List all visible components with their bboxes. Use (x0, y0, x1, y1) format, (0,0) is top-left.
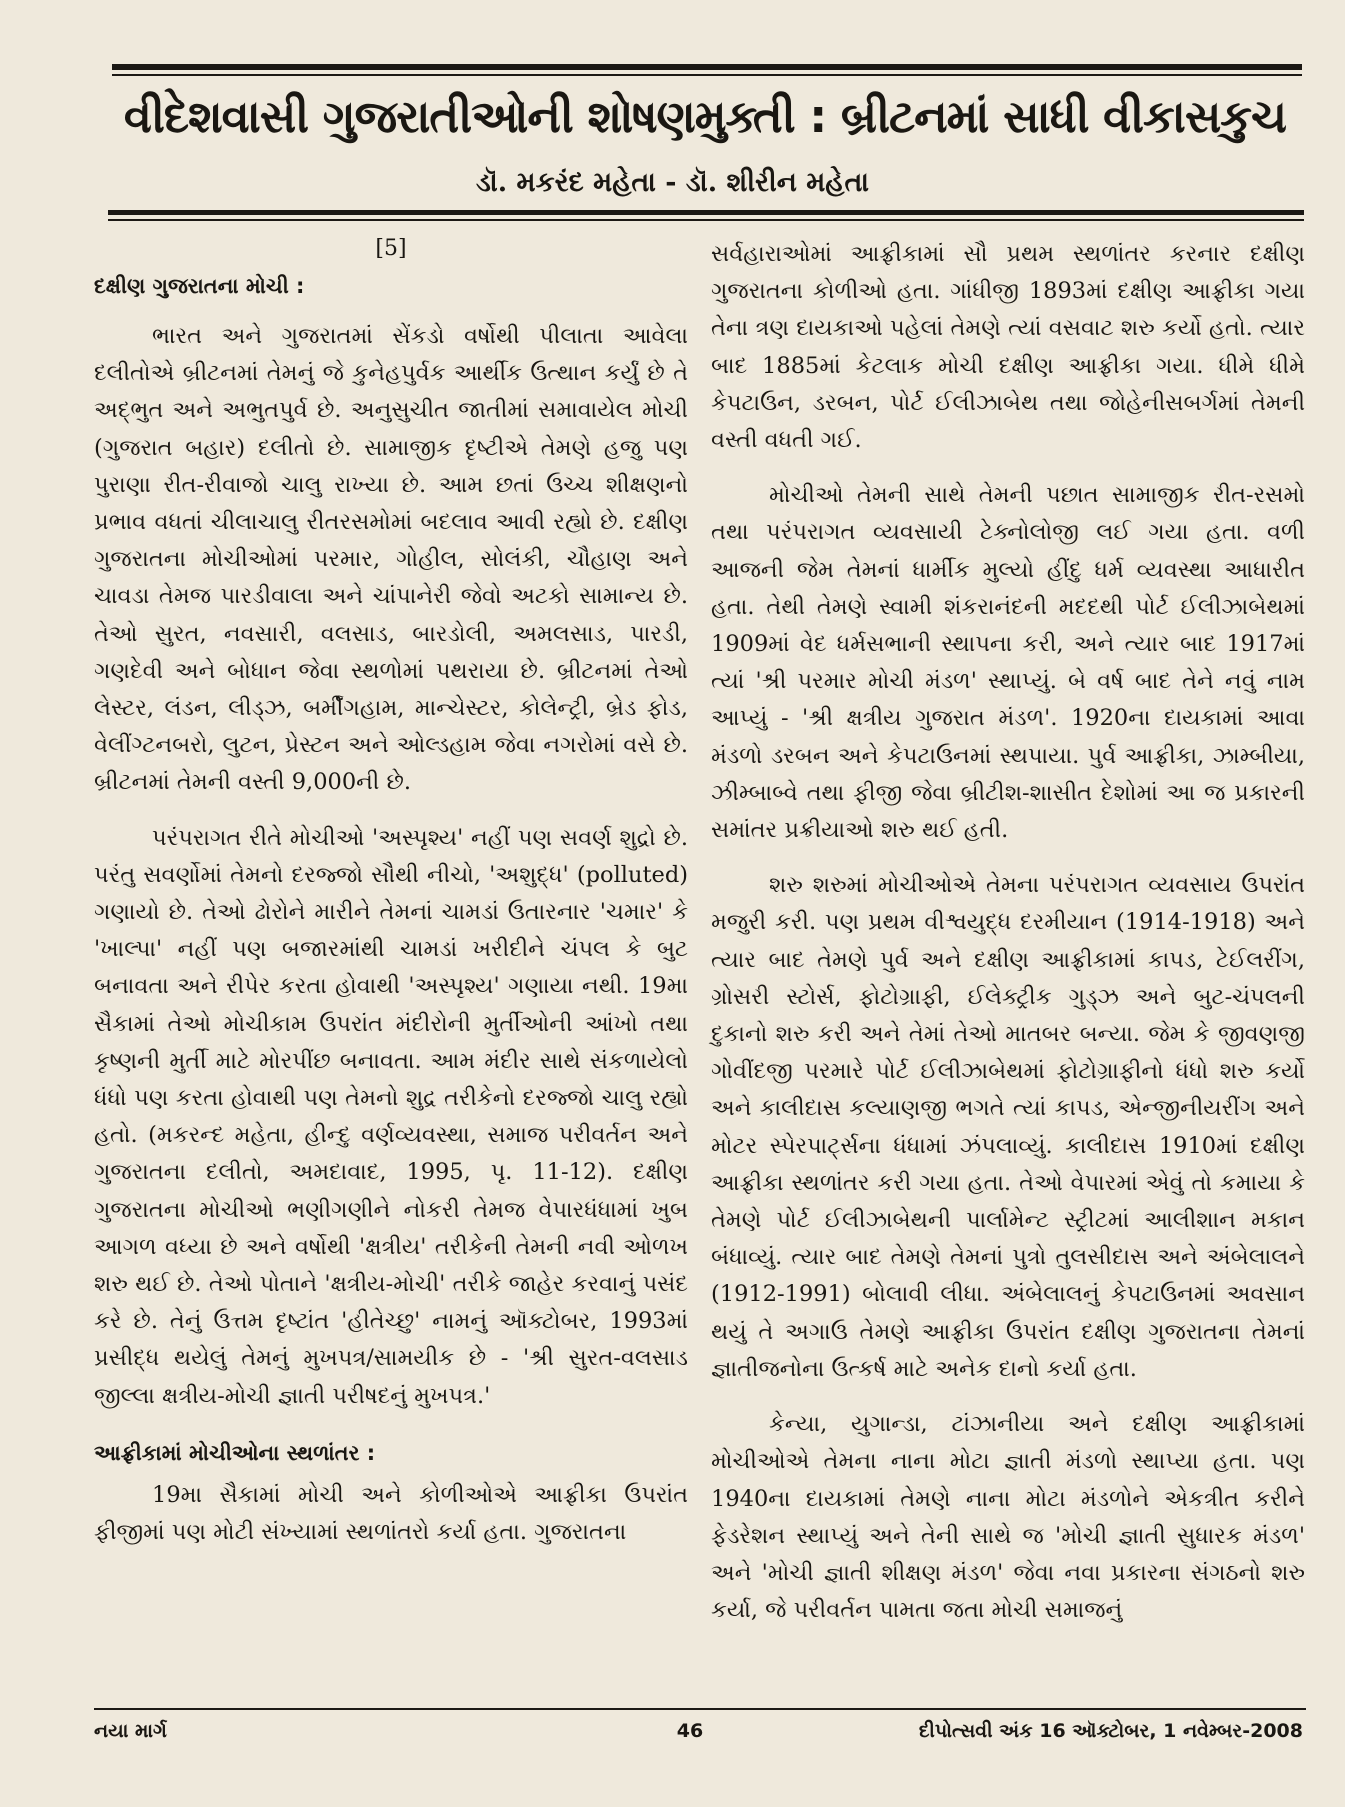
body-paragraph: પરંપરાગત રીતે મોચીઓ 'અસ્પૃશ્ય' નહીં પણ સવર્ણ શુદ્રો છે. પરંતુ સવર્ણોમાં તેમનો દરજ્જો સૌથી નીચો, 'અશુદ્ધ' (polluted) ગણાયો છે. તેઓ ઢોરોને મારીને તેમનાં ચામડાં ઉતારનાર 'ચમાર' કે 'ખાલ્પા' નહીં પણ બજારમાંથી ચામડાં ખરીદીને ચંપલ કે બુટ બનાવતા અને રીપેર કરતા હોવાથી 'અસ્પૃશ્ય' ગણાયા નથી. 19મા સૈકામાં તેઓ મોચીકામ ઉપરાંત મંદીરોની મુર્તીઓની આંખો તથા કૃષ્ણની મુર્તી માટે મોરપીંછ બનાવતા. આમ મંદીર સાથે સંકળાયેલો ધંધો પણ કરતા હોવાથી પણ તેમનો શુદ્ર તરીકેનો દરજ્જો ચાલુ રહ્યો હતો. (મકરન્દ મહેતા, હીન્દુ વર્ણવ્યવસ્થા, સમાજ પરીવર્તન અને ગુજરાતના દલીતો, અમદાવાદ, 1995, પૃ. 11-12). દક્ષીણ ગુજરાતના મોચીઓ ભણીગણીને નોકરી તેમજ વેપારધંધામાં ખુબ આગળ વધ્યા છે અને વર્ષોથી 'ક્ષત્રીય' તરીકેની તેમની નવી ઓળખ શરુ થઈ છે. તેઓ પોતાને 'ક્ષત્રીય-મોચી' તરીકે જાહેર કરવાનું પસંદ કરે છે. તેનું ઉત્તમ દૃષ્ટાંત 'હીતેચ્છુ' નામનું ઑક્ટોબર, 1993માં પ્રસીદ્ધ થયેલું તેમનું મુખપત્ર/સામયીક છે - 'શ્રી સુરત-વલસાડ જીલ્લા ક્ષત્રીય-મોચી જ્ઞાતી પરીષદનું મુખપત્ર.' (94, 824, 688, 1409)
footer-issue-date: દીપોત્સવી અંક 16 ઑક્ટોબર, 1 નવેમ્બર-2008 (918, 1720, 1303, 1742)
section-heading-africa-migration: આફ્રીકામાં મોચીઓના સ્થળાંતર : (94, 1440, 376, 1465)
top-rule-thin (112, 74, 1302, 76)
body-paragraph: ભારત અને ગુજરાતમાં સેંકડો વર્ષોથી પીલાતા આવેલા દલીતોએ બ્રીટનમાં તેમનું જે કુનેહપુર્વક આર્થીક ઉત્થાન કર્યું છે તે અદ્ભુત અને અભુતપુર્વ છે. અનુસુચીત જાતીમાં સમાવાયેલ મોચી (ગુજરાત બહાર) દલીતો છે. સામાજીક દૃષ્ટીએ તેમણે હજુ પણ પુરાણા રીત-રીવાજો ચાલુ રાખ્યા છે. આમ છતાં ઉચ્ચ શીક્ષણનો પ્રભાવ વધતાં ચીલાચાલુ રીતરસમોમાં બદલાવ આવી રહ્યો છે. દક્ષીણ ગુજરાતના મોચીઓમાં પરમાર, ગોહીલ, સોલંકી, ચૌહાણ અને ચાવડા તેમજ પારડીવાલા અને ચાંપાનેરી જેવો અટકો સામાન્ય છે. તેઓ સુરત, નવસારી, વલસાડ, બારડોલી, અમલસાડ, પારડી, ગણદેવી અને બોધાન જેવા સ્થળોમાં પથરાયા છે. બ્રીટનમાં તેઓ લેસ્ટર, લંડન, લીડ્ઝ, બર્મીંગહામ, માન્ચેસ્ટર, કોલેન્ટ્રી, બ્રેડ ફોડ, વેલીંગ્ટનબરો, લુટન, પ્રેસ્ટન અને ઓલ્ડહામ જેવા નગરોમાં વસે છે. બ્રીટનમાં તેમની વસ્તી 9,000ની છે. (94, 323, 688, 796)
footer-rule (94, 1708, 1306, 1710)
footer-page-number: 46 (676, 1720, 704, 1742)
left-column (94, 232, 688, 1551)
article-title: વીદેશવાસી ગુજરાતીઓની શોષણમુક્તી : બ્રીટનમાં સાધી વીકાસકુચ (123, 90, 1287, 143)
body-paragraph: કેન્યા, યુગાન્ડા, ટાંઝાનીયા અને દક્ષીણ આફ્રીકામાં મોચીઓએ તેમના નાના મોટા જ્ઞાતી મંડળો સ્થાપ્યા હતા. પણ 1940ના દાયકામાં તેમણે નાના મોટા મંડળોને એકત્રીત કરીને ફેડરેશન સ્થાપ્યું અને તેની સાથે જ 'મોચી જ્ઞાતી સુધારક મંડળ' અને 'મોચી જ્ઞાતી શીક્ષણ મંડળ' જેવા નવા પ્રકારના સંગઠનો શરુ કર્યા, જે પરીવર્તન પામતા જતા મોચી સમાજનું (711, 1411, 1305, 1624)
header-rule-thick (108, 210, 1304, 215)
header-rule-thin (108, 219, 1304, 221)
body-paragraph: સર્વહારાઓમાં આફ્રીકામાં સૌ પ્રથમ સ્થળાંતર કરનાર દક્ષીણ ગુજરાતના કોળીઓ હતા. ગાંધીજી 1893માં દક્ષીણ આફ્રીકા ગયા તેના ત્રણ દાયકાઓ પહેલાં તેમણે ત્યાં વસવાટ શરુ કર્યો હતો. ત્યાર બાદ 1885માં કેટલાક મોચી દક્ષીણ આફ્રીકા ગયા. ધીમે ધીમે કેપટાઉન, ડરબન, પોર્ટ ઈલીઝાબેથ તથા જોહેનીસબર્ગમાં તેમની વસ્તી વધતી ગઈ. (711, 241, 1305, 454)
footer-magazine-name: નયા માર્ગ (94, 1720, 167, 1742)
body-paragraph: 19મા સૈકામાં મોચી અને કોળીઓએ આફ્રીકા ઉપરાંત ફીજીમાં પણ મોટી સંખ્યામાં સ્થળાંતરો કર્યા હતા. ગુજરાતના (94, 1481, 688, 1546)
article-authors: ડૉ. મકરંદ મહેતા - ડૉ. શીરીન મહેતા (475, 167, 870, 198)
right-column (711, 236, 1305, 1629)
section-heading-south-gujarat-mochi: દક્ષીણ ગુજરાતના મોચી : (94, 274, 305, 298)
section-marker: [5] (375, 236, 407, 261)
body-paragraph: મોચીઓ તેમની સાથે તેમની પછાત સામાજીક રીત-રસમો તથા પરંપરાગત વ્યવસાયી ટેક્નોલોજી લઈ ગયા હતા. વળી આજની જેમ તેમનાં ધાર્મીક મુલ્યો હીંદુ ધર્મ વ્યવસ્થા આધારીત હતા. તેથી તેમણે સ્વામી શંકરાનંદની મદદથી પોર્ટ ઈલીઝાબેથમાં 1909માં વેદ ધર્મસભાની સ્થાપના કરી, અને ત્યાર બાદ 1917માં ત્યાં 'શ્રી પરમાર મોચી મંડળ' સ્થાપ્યું. બે વર્ષ બાદ તેને નવું નામ આપ્યું - 'શ્રી ક્ષત્રીય ગુજરાત મંડળ'. 1920ના દાયકામાં આવા મંડળો ડરબન અને કેપટાઉનમાં સ્થપાયા. પુર્વ આફ્રીકા, ઝામ્બીયા, ઝીમ્બાબ્વે તથા ફીજી જેવા બ્રીટીશ-શાસીત દેશોમાં આ જ પ્રકારની સમાંતર પ્રક્રીયાઓ શરુ થઈ હતી. (711, 482, 1305, 844)
top-rule-thick (112, 64, 1302, 70)
body-paragraph: શરુ શરુમાં મોચીઓએ તેમના પરંપરાગત વ્યવસાય ઉપરાંત મજુરી કરી. પણ પ્રથમ વીશ્વયુદ્ધ દરમીયાન (1914-1918) અને ત્યાર બાદ તેમણે પુર્વ અને દક્ષીણ આફ્રીકામાં કાપડ, ટેઈલરીંગ, ગ્રોસરી સ્ટોર્સ, ફોટોગ્રાફી, ઈલેક્ટ્રીક ગુડ્ઝ અને બુટ-ચંપલની દુકાનો શરુ કરી અને તેમાં તેઓ માતબર બન્યા. જેમ કે જીવણજી ગોવીંદજી પરમારે પોર્ટ ઈલીઝાબેથમાં ફોટોગ્રાફીનો ધંધો શરુ કર્યો અને કાલીદાસ કલ્યાણજી ભગતે ત્યાં કાપડ, એન્જીનીયરીંગ અને મોટર સ્પેરપાર્ટ્સના ધંધામાં ઝંપલાવ્યું. કાલીદાસ 1910માં દક્ષીણ આફ્રીકા સ્થળાંતર કરી ગયા હતા. તેઓ વેપારમાં એવું તો કમાયા કે તેમણે પોર્ટ ઈલીઝાબેથની પાર્લામેન્ટ સ્ટ્રીટમાં આલીશાન મકાન બંધાવ્યું. ત્યાર બાદ તેમણે તેમનાં પુત્રો તુલસીદાસ અને અંબેલાલને (1912-1991) બોલાવી લીધા. અંબેલાલનું કેપટાઉનમાં અવસાન થયું તે અગાઉ તેમણે આફ્રીકા ઉપરાંત દક્ષીણ ગુજરાતના તેમનાં જ્ઞાતીજનોના ઉત્કર્ષ માટે અનેક દાનો કર્યા હતા. (711, 872, 1305, 1382)
